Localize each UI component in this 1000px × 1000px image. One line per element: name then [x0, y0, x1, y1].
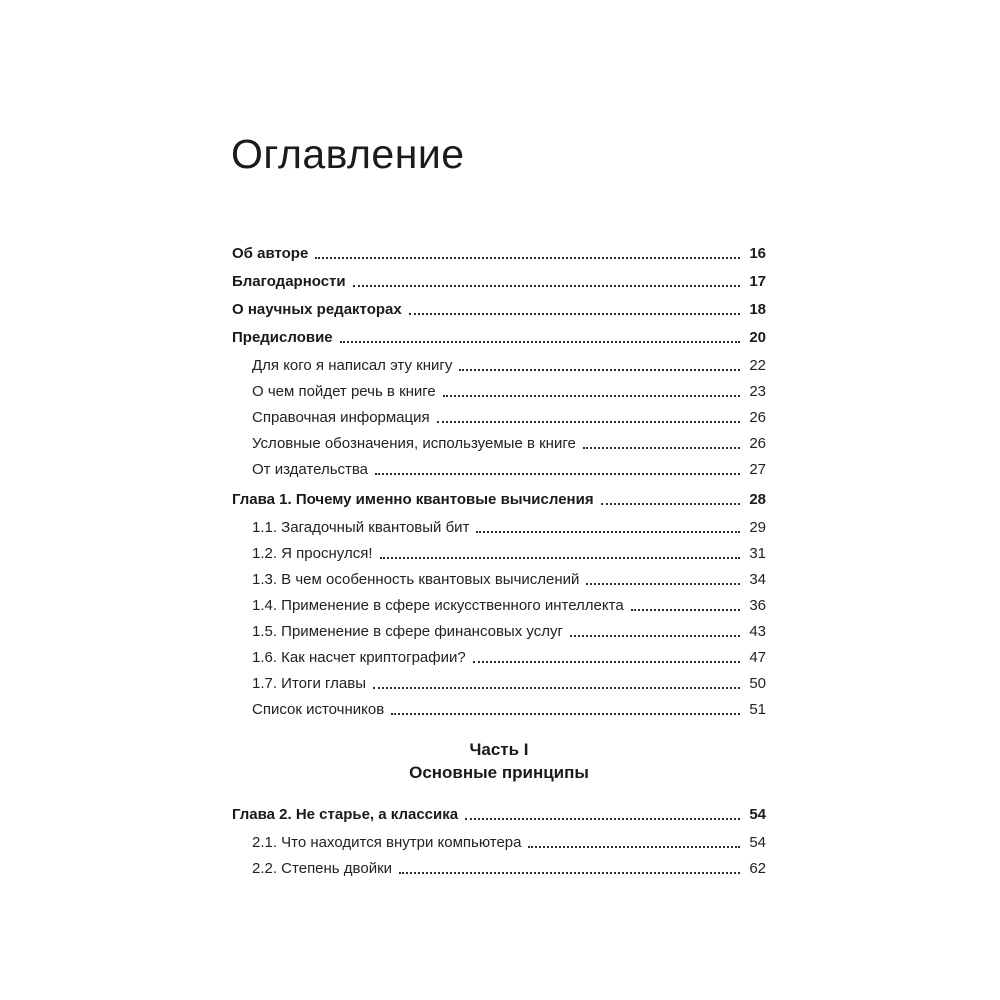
toc-entry-page: 62 [749, 860, 766, 877]
toc-entry [232, 624, 766, 640]
toc-entry-page: 50 [749, 675, 766, 692]
toc-entry-label: Глава 1. Почему именно квантовые вычисления [232, 491, 594, 508]
page-title: Оглавление [231, 131, 465, 178]
dot-leader [459, 369, 740, 371]
toc-entry-label: Для кого я написал эту книгу [252, 357, 453, 374]
toc-entry [232, 702, 766, 718]
toc-entry-label: Список источников [252, 701, 385, 718]
toc-entry [232, 546, 766, 562]
toc-entry [232, 650, 766, 666]
toc-entry-page: 31 [749, 545, 766, 562]
toc-entry [232, 520, 766, 536]
toc-entry-label: 1.5. Применение в сфере финансовых услуг [252, 623, 563, 640]
toc-entry [232, 462, 766, 478]
toc-entry [232, 410, 766, 426]
toc-entry-page: 36 [749, 597, 766, 614]
toc-entry-label: 1.6. Как насчет криптографии? [252, 649, 466, 666]
toc-entry-page: 20 [749, 329, 766, 346]
toc-entry [232, 807, 766, 823]
dot-leader [340, 341, 740, 343]
toc-entry [232, 861, 766, 877]
toc-entry-page: 27 [749, 461, 766, 478]
dot-leader [473, 661, 740, 663]
toc-list [232, 246, 766, 891]
toc-entry [232, 492, 766, 508]
toc-entry-label: 2.1. Что находится внутри компьютера [252, 834, 522, 851]
toc-entry [232, 572, 766, 588]
toc-entry-page: 34 [749, 571, 766, 588]
toc-entry [232, 835, 766, 851]
toc-entry [232, 598, 766, 614]
toc-entry-page: 16 [749, 245, 766, 262]
toc-entry-page: 22 [749, 357, 766, 374]
dot-leader [586, 583, 740, 585]
toc-entry-page: 54 [749, 834, 766, 851]
dot-leader [528, 846, 740, 848]
dot-leader [391, 713, 740, 715]
part-heading-line: Часть I [469, 740, 529, 759]
dot-leader [443, 395, 740, 397]
toc-entry-page: 23 [749, 383, 766, 400]
toc-entry [232, 246, 766, 262]
toc-entry-page: 17 [749, 273, 766, 290]
toc-entry [232, 274, 766, 290]
toc-entry-label: Справочная информация [252, 409, 430, 426]
toc-entry-label: Глава 2. Не старье, а классика [232, 806, 459, 823]
toc-section-front-matter [232, 246, 766, 478]
toc-entry-label: 1.2. Я проснулся! [252, 545, 373, 562]
toc-entry-label: 1.1. Загадочный квантовый бит [252, 519, 470, 536]
dot-leader [437, 421, 740, 423]
toc-entry-label: О чем пойдет речь в книге [252, 383, 436, 400]
toc-entry-page: 26 [749, 435, 766, 452]
dot-leader [315, 257, 740, 259]
toc-entry-page: 26 [749, 409, 766, 426]
toc-entry [232, 330, 766, 346]
toc-section-chapter-2 [232, 807, 766, 877]
toc-entry-label: 1.7. Итоги главы [252, 675, 367, 692]
toc-entry [232, 302, 766, 318]
toc-entry-label: Предисловие [232, 329, 333, 346]
toc-entry-page: 47 [749, 649, 766, 666]
toc-entry-label: 2.2. Степень двойки [252, 860, 393, 877]
dot-leader [409, 313, 740, 315]
toc-entry-label: Условные обозначения, используемые в книге [252, 435, 576, 452]
toc-entry-label: Благодарности [232, 273, 346, 290]
toc-entry-label: 1.3. В чем особенность квантовых вычислений [252, 571, 580, 588]
dot-leader [373, 687, 740, 689]
toc-entry-page: 51 [749, 701, 766, 718]
dot-leader [601, 503, 740, 505]
toc-entry-page: 28 [749, 491, 766, 508]
toc-entry-page: 54 [749, 806, 766, 823]
toc-entry-label: О научных редакторах [232, 301, 402, 318]
dot-leader [399, 872, 740, 874]
toc-entry [232, 676, 766, 692]
toc-entry-page: 43 [749, 623, 766, 640]
toc-entry [232, 384, 766, 400]
dot-leader [583, 447, 740, 449]
dot-leader [353, 285, 740, 287]
toc-entry [232, 358, 766, 374]
toc-entry-page: 18 [749, 301, 766, 318]
part-heading [232, 738, 766, 784]
toc-entry-label: От издательства [252, 461, 369, 478]
dot-leader [631, 609, 740, 611]
dot-leader [375, 473, 740, 475]
toc-entry-label: 1.4. Применение в сфере искусственного интеллекта [252, 597, 624, 614]
dot-leader [380, 557, 741, 559]
toc-entry [232, 436, 766, 452]
toc-section-chapter-1 [232, 492, 766, 718]
toc-entry-label: Об авторе [232, 245, 309, 262]
dot-leader [465, 818, 740, 820]
dot-leader [476, 531, 740, 533]
toc-entry-page: 29 [749, 519, 766, 536]
part-heading-line: Основные принципы [409, 763, 589, 782]
dot-leader [570, 635, 740, 637]
